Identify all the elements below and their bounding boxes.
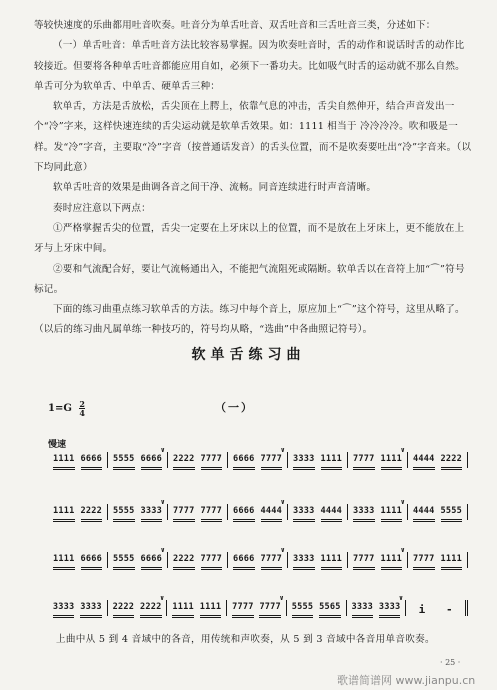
note-group: 6666	[141, 554, 163, 568]
measure	[108, 594, 168, 616]
measure	[288, 504, 348, 520]
measure	[168, 452, 228, 468]
note-group: 6666	[81, 454, 103, 468]
note-group: 7777	[232, 602, 254, 616]
note-group: 7777	[261, 454, 283, 468]
site-watermark: 歌谱简谱网 www.jianpu.cn	[337, 674, 476, 687]
note-dash: -	[445, 603, 453, 616]
note-group: 7777	[261, 554, 283, 568]
note-group: 6666	[233, 554, 255, 568]
paragraph-exercise-intro: 下面的练习曲重点练习软单舌的方法。练习中每个音上，原应加上“⌒”这个符号，这里从略了。（以后的练习曲凡属单练一种技巧的，符号均从略，“选曲”中各曲照记符号）。	[34, 304, 465, 336]
note-group: 6666	[233, 506, 255, 520]
instruction-text	[34, 16, 474, 341]
note-group: 4444	[413, 454, 435, 468]
measure	[287, 600, 347, 616]
measure	[227, 594, 287, 616]
note-group: 1111	[321, 554, 343, 568]
measure	[167, 600, 227, 616]
breath-mark-icon: ∨	[400, 498, 405, 506]
note-group: 3333	[353, 506, 375, 520]
paragraph-intro: 等较快速度的乐曲都用吐音吹奏。吐音分为单舌吐音、双舌吐音和三舌吐音三类，分述如下：	[34, 20, 436, 31]
score-row-1	[48, 448, 468, 468]
measure	[48, 552, 108, 568]
note-group: 5555	[113, 554, 135, 568]
score-row-4	[48, 596, 468, 616]
note-group: 1111	[53, 554, 75, 568]
note-group: 2222	[140, 602, 162, 616]
note-group: 1111	[321, 454, 343, 468]
measure	[48, 504, 108, 520]
note-group: 7777	[413, 554, 435, 568]
note-group: 6666	[81, 554, 103, 568]
note-group: 1111	[53, 506, 75, 520]
key-signature	[48, 400, 85, 417]
note-group: 5555	[441, 506, 463, 520]
note-group: 7777	[259, 602, 281, 616]
time-bottom: 4	[79, 408, 85, 418]
note-group: 5555	[113, 454, 135, 468]
note-group: 3333	[293, 554, 315, 568]
note-dash: i	[418, 603, 426, 616]
measure	[408, 452, 468, 468]
note-group: 6666	[233, 454, 255, 468]
measure	[168, 504, 228, 520]
paragraph-single-tongue: （一）单舌吐音：单舌吐音方法比较容易掌握。因为吹奏吐音时，舌的动作和说话时舌的动作比较接近。但要将各种单舌吐音都能应用自如，必须下一番功夫。比如吸气时舌的运动就不那么自然。单舌可分为软单舌、中单舌、硬单舌三种：	[34, 40, 465, 92]
measure	[288, 452, 348, 468]
measure	[108, 546, 168, 568]
score-row-2	[48, 500, 468, 520]
page-number: · 25 ·	[440, 658, 461, 667]
key-label: 1=G	[48, 403, 72, 414]
measure	[406, 600, 468, 616]
note-group: 4444	[321, 506, 343, 520]
breath-mark-icon: ∨	[160, 498, 165, 506]
measure	[348, 498, 408, 520]
note-group: 7777	[201, 554, 223, 568]
note-group: 1111	[441, 554, 463, 568]
measure	[48, 452, 108, 468]
note-group: 2222	[441, 454, 463, 468]
note-group: 5555	[113, 506, 135, 520]
measure	[408, 504, 468, 520]
measure	[348, 546, 408, 568]
paragraph-note-1: ①严格掌握舌尖的位置，舌尖一定要在上牙床以上的位置，而不是放在上牙床上，更不能放在上牙与上牙床中间。	[34, 222, 465, 255]
measure	[168, 552, 228, 568]
note-group: 2222	[81, 506, 103, 520]
note-group: 2222	[173, 454, 195, 468]
measure	[288, 552, 348, 568]
performance-note: 上曲中从 5 到 4 音域中的各音，用传统和声吹奏，从 5 到 3 音域中各音用单音吹奏。	[56, 634, 435, 645]
note-group: 2222	[173, 554, 195, 568]
note-group: 4444	[413, 506, 435, 520]
tempo-marking: 慢速	[48, 440, 67, 450]
time-top: 2	[79, 399, 85, 409]
breath-mark-icon: ∨	[160, 546, 165, 554]
paragraph-soft-tongue: 软单舌，方法是舌放松，舌尖顶在上腭上，依靠气息的冲击，舌尖自然伸开，结合声音发出一个“冷”字来，这样快速连续的舌尖运动就是软单舌效果。如：1111 相当于 冷冷冷冷。吹和吸是一样。发“冷”字音，主要取“冷”字音（按普通话发音）的舌头位置，而不是吹奏要吐出“冷”字音来。（以下均同此意）	[34, 101, 472, 174]
note-group: 5555	[292, 602, 314, 616]
measure	[228, 446, 288, 468]
note-group: 4444	[261, 506, 283, 520]
time-signature	[79, 400, 85, 417]
note-group: 7777	[353, 454, 375, 468]
note-group: 5565	[319, 602, 341, 616]
measure	[228, 546, 288, 568]
measure	[108, 498, 168, 520]
note-group: 6666	[141, 454, 163, 468]
section-number: （一）	[215, 401, 254, 414]
paragraph-note-2: ②要和气流配合好，要让气流畅通出入，不能把气流阻死或隔断。软单舌以在音符上加“⌒”符号标记。	[34, 263, 465, 295]
measure	[408, 552, 468, 568]
note-group: 3333	[379, 602, 401, 616]
score-row-3	[48, 548, 468, 568]
breath-mark-icon: ∨	[400, 446, 405, 454]
breath-mark-icon: ∨	[160, 594, 165, 602]
note-group: 1111	[172, 602, 194, 616]
note-group: 7777	[201, 506, 223, 520]
note-group: 3333	[293, 454, 315, 468]
paragraph-effect: 软单舌吐音的效果是曲调各音之间干净、流畅。同音连续进行时声音清晰。	[53, 182, 377, 194]
breath-mark-icon: ∨	[160, 446, 165, 454]
breath-mark-icon: ∨	[280, 546, 285, 554]
breath-mark-icon: ∨	[279, 594, 284, 602]
measure	[48, 600, 108, 616]
note-group: 3333	[53, 602, 75, 616]
note-group: 1111	[381, 506, 403, 520]
note-group: 3333	[141, 506, 163, 520]
breath-mark-icon: ∨	[400, 546, 405, 554]
breath-mark-icon: ∨	[398, 594, 404, 602]
note-group: 1111	[381, 554, 403, 568]
exercise-title: 软单舌练习曲	[191, 347, 306, 363]
note-group: 7777	[353, 554, 375, 568]
note-group: 1111	[200, 602, 222, 616]
measure	[347, 594, 407, 616]
measure	[348, 446, 408, 468]
measure	[228, 498, 288, 520]
paragraph-notes-heading: 奏时应注意以下两点：	[53, 202, 151, 214]
note-group: 3333	[352, 602, 374, 616]
note-group: 3333	[80, 602, 102, 616]
breath-mark-icon: ∨	[280, 446, 285, 454]
breath-mark-icon: ∨	[280, 498, 285, 506]
note-group: 1111	[381, 454, 403, 468]
note-group: 7777	[201, 454, 223, 468]
note-group: 1111	[53, 454, 75, 468]
note-group: 3333	[293, 506, 315, 520]
measure	[108, 446, 168, 468]
note-group: 7777	[173, 506, 195, 520]
note-group: 2222	[113, 602, 135, 616]
